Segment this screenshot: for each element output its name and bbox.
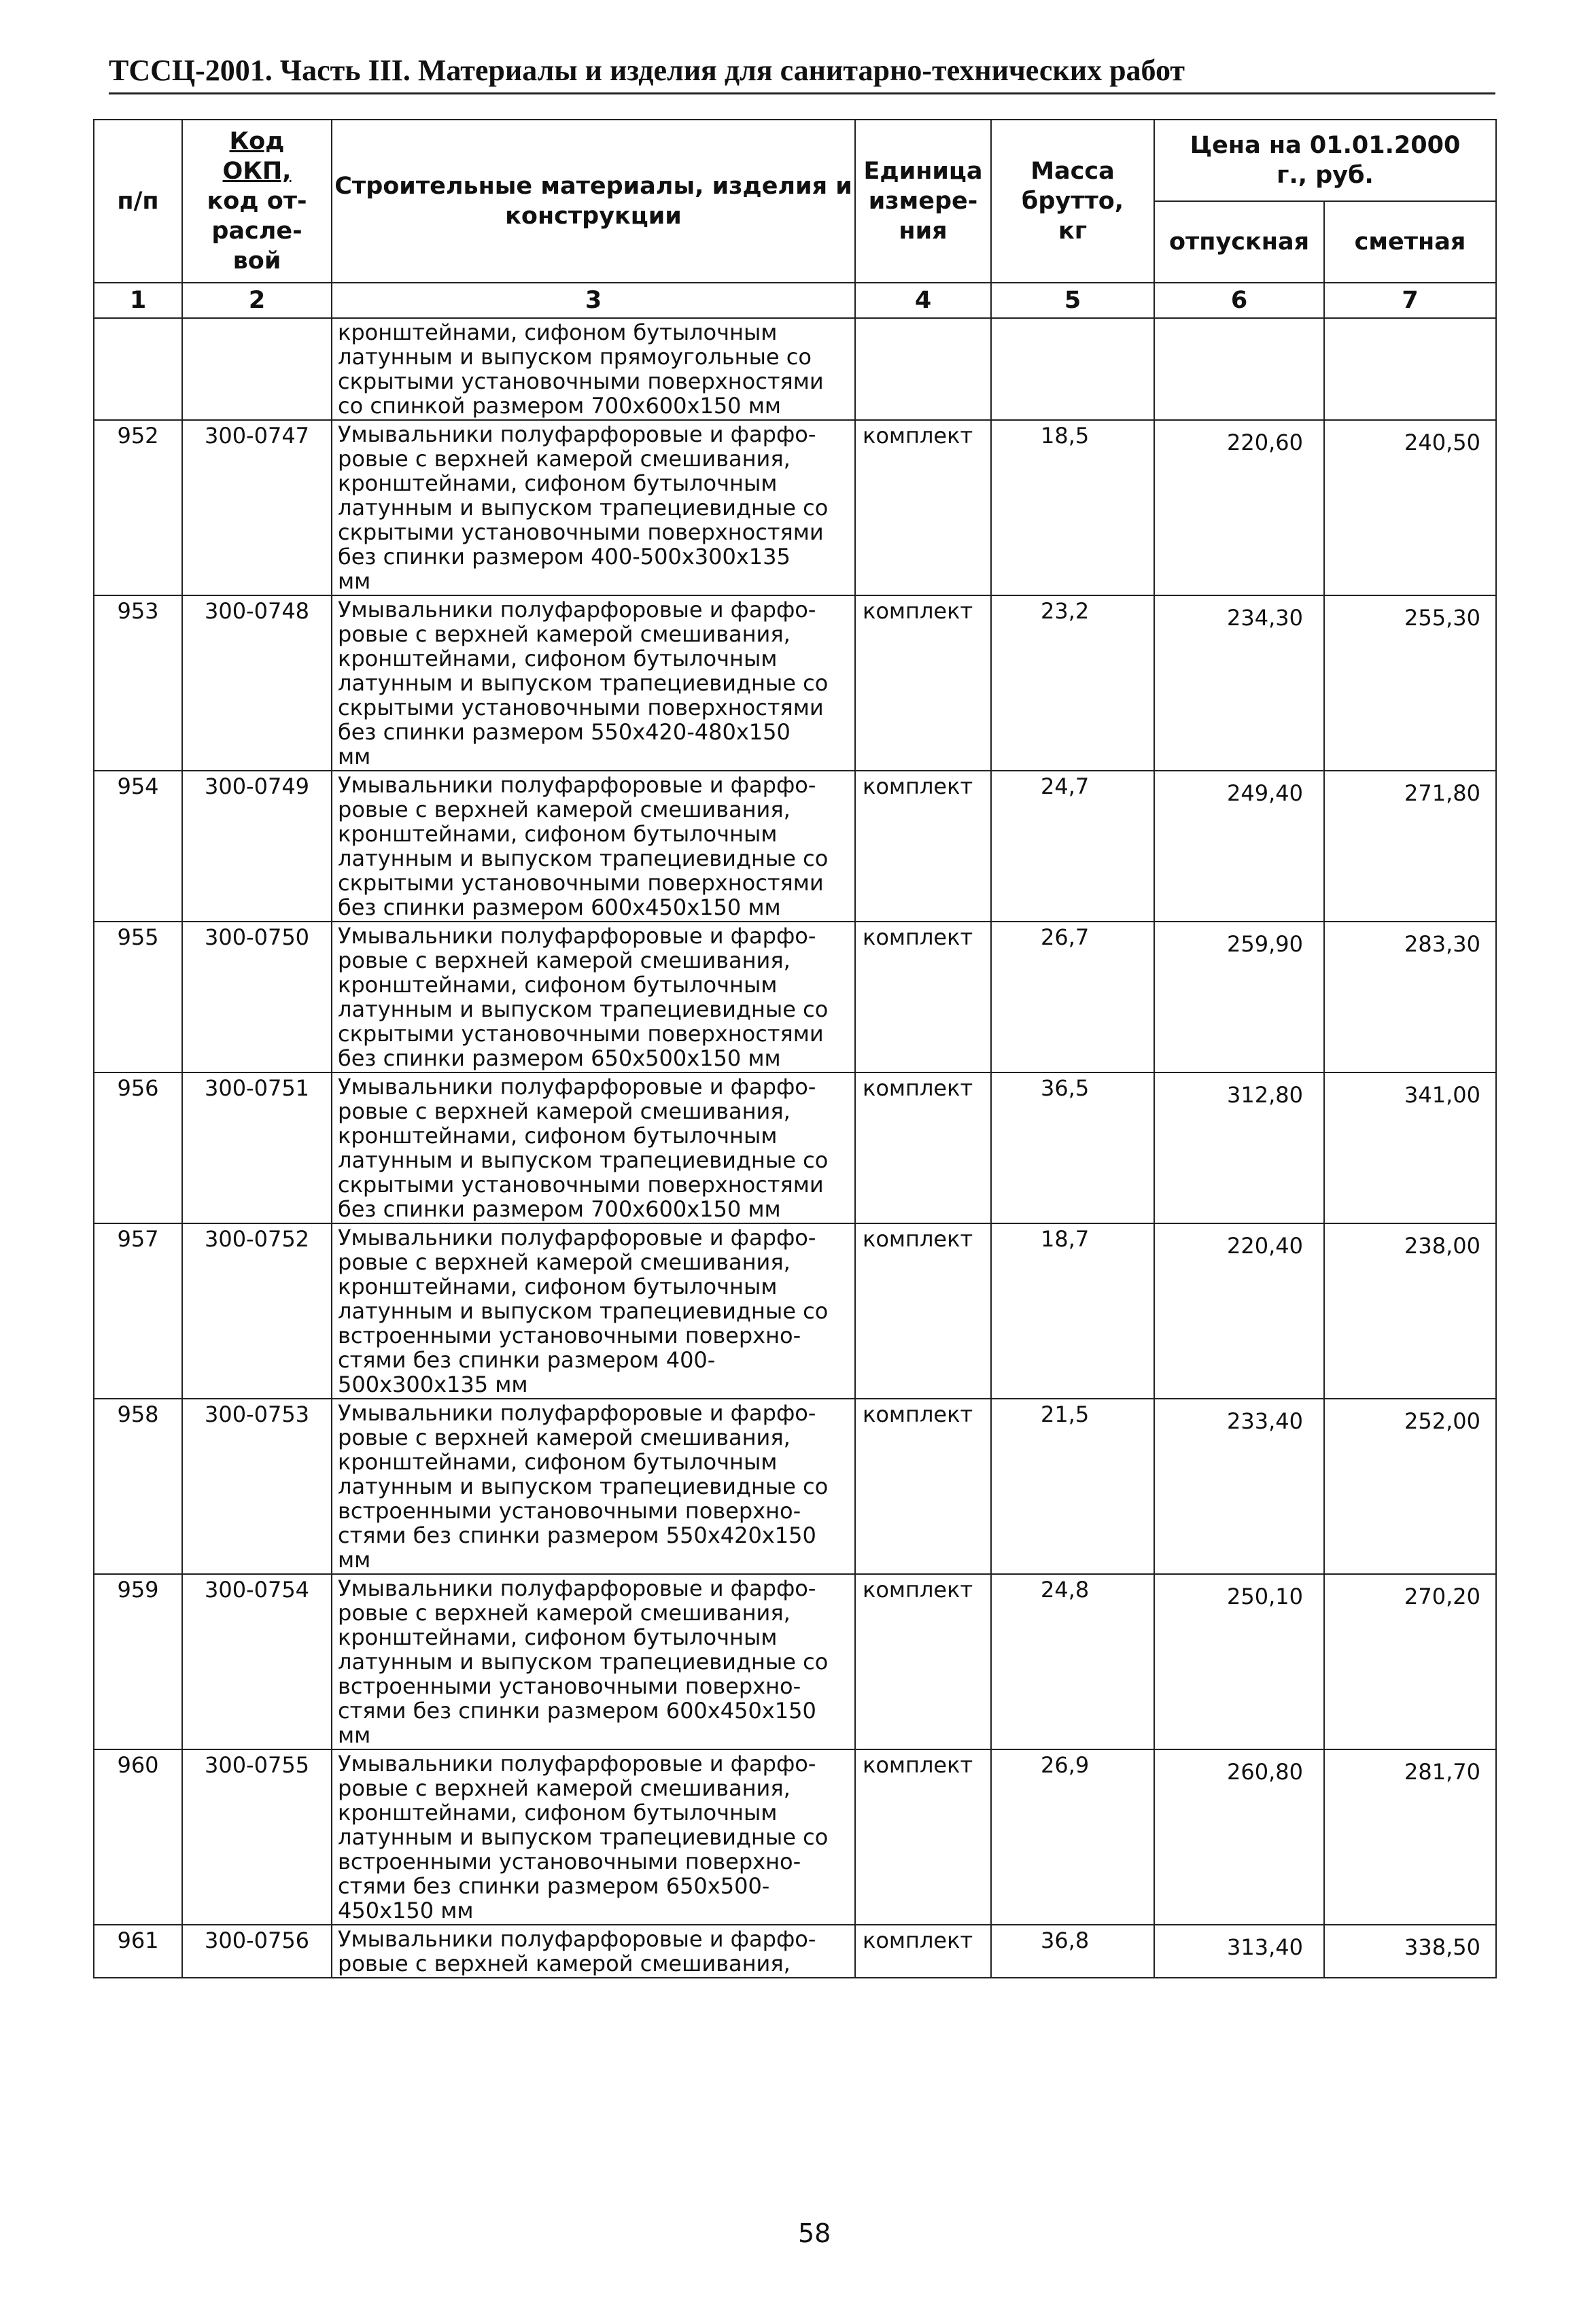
row-description-line: ровые с верхней камерой смешивания, bbox=[338, 446, 791, 472]
row-description-line: ровые с верхней камерой смешивания, bbox=[338, 1249, 791, 1275]
row-description-line: без спинки размером 400-500x300x135 bbox=[338, 544, 791, 570]
row-unit: комплект bbox=[855, 1925, 991, 1978]
row-description bbox=[332, 420, 855, 595]
column-number: 5 bbox=[991, 283, 1154, 318]
row-code: 300-0751 bbox=[182, 1072, 332, 1223]
table-row bbox=[94, 1399, 1496, 1574]
row-number: 954 bbox=[94, 771, 182, 922]
row-description-line: скрытыми установочными поверхностями bbox=[338, 870, 824, 896]
row-description-line: мм bbox=[338, 1722, 371, 1748]
table-row bbox=[94, 1574, 1496, 1749]
row-description-line: кронштейнами, сифоном бутылочным bbox=[338, 1800, 778, 1826]
row-estimate bbox=[1324, 318, 1496, 420]
column-number: 3 bbox=[332, 283, 855, 318]
row-description-line: латунным и выпуском трапециевидные со bbox=[338, 1824, 829, 1850]
row-description-line: Умывальники полуфарфоровые и фарфо- bbox=[338, 421, 816, 447]
row-estimate: 283,30 bbox=[1324, 922, 1496, 1072]
row-estimate: 240,50 bbox=[1324, 420, 1496, 595]
row-description-line: кронштейнами, сифоном бутылочным bbox=[338, 1624, 778, 1650]
row-estimate: 252,00 bbox=[1324, 1399, 1496, 1574]
row-description-line: ровые с верхней камерой смешивания, bbox=[338, 1775, 791, 1801]
table-row bbox=[94, 1072, 1496, 1223]
column-header-price-group bbox=[1154, 120, 1496, 201]
row-price: 313,40 bbox=[1154, 1925, 1324, 1978]
row-number: 958 bbox=[94, 1399, 182, 1574]
row-description-line: кронштейнами, сифоном бутылочным bbox=[338, 470, 778, 496]
column-header-code bbox=[182, 120, 332, 283]
table-row bbox=[94, 1925, 1496, 1978]
table-row bbox=[94, 1223, 1496, 1399]
row-code: 300-0752 bbox=[182, 1223, 332, 1399]
row-description-line: кронштейнами, сифоном бутылочным bbox=[338, 1449, 778, 1475]
row-number: 953 bbox=[94, 595, 182, 771]
column-header-price-group-line: г., руб. bbox=[1277, 162, 1374, 189]
row-code bbox=[182, 318, 332, 420]
row-description-line: стями без спинки размером 650x500- bbox=[338, 1873, 770, 1899]
column-header-mass-line: кг bbox=[1058, 217, 1088, 245]
table-row bbox=[94, 771, 1496, 922]
row-description-line: скрытыми установочными поверхностями bbox=[338, 519, 824, 545]
row-number: 952 bbox=[94, 420, 182, 595]
row-mass: 36,5 bbox=[991, 1072, 1154, 1223]
row-number: 957 bbox=[94, 1223, 182, 1399]
row-description-line: без спинки размером 600x450x150 мм bbox=[338, 894, 781, 920]
column-header-price: отпускная bbox=[1154, 201, 1324, 283]
table-row bbox=[94, 420, 1496, 595]
row-description-line: кронштейнами, сифоном бутылочным bbox=[338, 319, 778, 345]
row-description-line: ровые с верхней камерой смешивания, bbox=[338, 621, 791, 647]
row-estimate: 281,70 bbox=[1324, 1749, 1496, 1925]
row-description-line: 500x300x135 мм bbox=[338, 1372, 528, 1397]
row-mass: 36,8 bbox=[991, 1925, 1154, 1978]
table-row bbox=[94, 922, 1496, 1072]
row-description bbox=[332, 1749, 855, 1925]
row-description-line: латунным и выпуском трапециевидные со bbox=[338, 1649, 829, 1675]
column-number: 7 bbox=[1324, 283, 1496, 318]
column-header-unit bbox=[855, 120, 991, 283]
row-description-line: латунным и выпуском трапециевидные со bbox=[338, 1147, 829, 1173]
row-description-line: Умывальники полуфарфоровые и фарфо- bbox=[338, 1225, 816, 1251]
column-header-unit-line: измере- bbox=[868, 188, 978, 215]
row-description-line: латунным и выпуском трапециевидные со bbox=[338, 670, 829, 696]
row-unit: комплект bbox=[855, 1072, 991, 1223]
row-number: 956 bbox=[94, 1072, 182, 1223]
row-price: 260,80 bbox=[1154, 1749, 1324, 1925]
row-description-line: мм bbox=[338, 744, 371, 769]
row-number: 959 bbox=[94, 1574, 182, 1749]
row-estimate: 255,30 bbox=[1324, 595, 1496, 771]
column-header-code-line: Код bbox=[229, 128, 285, 155]
row-description-line: ровые с верхней камерой смешивания, bbox=[338, 1425, 791, 1450]
row-description-line: кронштейнами, сифоном бутылочным bbox=[338, 1274, 778, 1299]
row-description-line: латунным и выпуском прямоугольные со bbox=[338, 344, 812, 370]
row-code: 300-0755 bbox=[182, 1749, 332, 1925]
row-description-line: мм bbox=[338, 568, 371, 594]
column-header-mass-line: Масса bbox=[1030, 158, 1115, 185]
column-header-code-line: ОКП, bbox=[222, 158, 292, 185]
row-description-line: скрытыми установочными поверхностями bbox=[338, 1172, 824, 1198]
row-code: 300-0756 bbox=[182, 1925, 332, 1978]
row-code: 300-0747 bbox=[182, 420, 332, 595]
row-mass: 23,2 bbox=[991, 595, 1154, 771]
row-description-line: Умывальники полуфарфоровые и фарфо- bbox=[338, 772, 816, 798]
row-description-line: мм bbox=[338, 1547, 371, 1573]
row-description-line: 450x150 мм bbox=[338, 1898, 474, 1923]
row-mass bbox=[991, 318, 1154, 420]
row-description-line: латунным и выпуском трапециевидные со bbox=[338, 495, 829, 521]
row-price: 220,60 bbox=[1154, 420, 1324, 595]
column-header-num: п/п bbox=[94, 120, 182, 283]
row-price: 220,40 bbox=[1154, 1223, 1324, 1399]
row-description bbox=[332, 1399, 855, 1574]
table-row bbox=[94, 318, 1496, 420]
column-number: 2 bbox=[182, 283, 332, 318]
page-header-title: ТССЦ-2001. Часть III. Материалы и изделия для санитарно-технических работ bbox=[109, 56, 1495, 94]
row-code: 300-0753 bbox=[182, 1399, 332, 1574]
row-unit: комплект bbox=[855, 1399, 991, 1574]
row-description-line: Умывальники полуфарфоровые и фарфо- bbox=[338, 1751, 816, 1777]
row-mass: 21,5 bbox=[991, 1399, 1154, 1574]
materials-table bbox=[93, 119, 1497, 1978]
row-mass: 24,7 bbox=[991, 771, 1154, 922]
row-description-line: встроенными установочными поверхно- bbox=[338, 1849, 801, 1874]
row-unit: комплект bbox=[855, 1223, 991, 1399]
row-code: 300-0754 bbox=[182, 1574, 332, 1749]
row-description-line: скрытыми установочными поверхностями bbox=[338, 695, 824, 720]
row-description-line: Умывальники полуфарфоровые и фарфо- bbox=[338, 1400, 816, 1426]
row-description-line: Умывальники полуфарфоровые и фарфо- bbox=[338, 1575, 816, 1601]
column-header-price-group-line: Цена на 01.01.2000 bbox=[1190, 132, 1461, 159]
row-number: 955 bbox=[94, 922, 182, 1072]
row-unit: комплект bbox=[855, 1749, 991, 1925]
row-description-line: ровые с верхней камерой смешивания, bbox=[338, 797, 791, 822]
row-description-line: без спинки размером 550x420-480x150 bbox=[338, 719, 791, 745]
row-unit: комплект bbox=[855, 922, 991, 1072]
row-description bbox=[332, 1574, 855, 1749]
column-header-description-line: Строительные материалы, изделия и bbox=[334, 173, 852, 200]
table-body bbox=[94, 318, 1496, 1978]
row-code: 300-0748 bbox=[182, 595, 332, 771]
row-description-line: ровые с верхней камерой смешивания, bbox=[338, 1600, 791, 1626]
row-description bbox=[332, 595, 855, 771]
table-row bbox=[94, 1749, 1496, 1925]
row-number: 960 bbox=[94, 1749, 182, 1925]
row-mass: 18,5 bbox=[991, 420, 1154, 595]
row-description-line: Умывальники полуфарфоровые и фарфо- bbox=[338, 1074, 816, 1100]
row-description-line: латунным и выпуском трапециевидные со bbox=[338, 845, 829, 871]
row-price: 312,80 bbox=[1154, 1072, 1324, 1223]
row-price: 233,40 bbox=[1154, 1399, 1324, 1574]
row-estimate: 271,80 bbox=[1324, 771, 1496, 922]
row-description-line: кронштейнами, сифоном бутылочным bbox=[338, 646, 778, 671]
row-unit: комплект bbox=[855, 595, 991, 771]
page-number: 58 bbox=[798, 2218, 831, 2248]
row-description-line: ровые с верхней камерой смешивания, bbox=[338, 947, 791, 973]
row-description-line: латунным и выпуском трапециевидные со bbox=[338, 996, 829, 1022]
row-description-line: встроенными установочными поверхно- bbox=[338, 1498, 801, 1524]
row-price: 234,30 bbox=[1154, 595, 1324, 771]
row-description-line: скрытыми установочными поверхностями bbox=[338, 1021, 824, 1047]
row-description-line: кронштейнами, сифоном бутылочным bbox=[338, 1123, 778, 1149]
row-description-line: стями без спинки размером 600x450x150 bbox=[338, 1698, 816, 1724]
row-description bbox=[332, 1072, 855, 1223]
row-unit bbox=[855, 318, 991, 420]
table-row bbox=[94, 595, 1496, 771]
column-number-row bbox=[94, 283, 1496, 318]
column-header-unit-line: Единица bbox=[863, 158, 983, 185]
row-mass: 18,7 bbox=[991, 1223, 1154, 1399]
row-price: 259,90 bbox=[1154, 922, 1324, 1072]
row-description-line: со спинкой размером 700x600x150 мм bbox=[338, 393, 781, 419]
row-description-line: латунным и выпуском трапециевидные со bbox=[338, 1298, 829, 1324]
row-description bbox=[332, 771, 855, 922]
column-header-estimate: сметная bbox=[1324, 201, 1496, 283]
row-description bbox=[332, 1223, 855, 1399]
row-estimate: 338,50 bbox=[1324, 1925, 1496, 1978]
row-description-line: стями без спинки размером 550x420x150 bbox=[338, 1522, 816, 1548]
row-description-line: Умывальники полуфарфоровые и фарфо- bbox=[338, 1926, 816, 1952]
row-mass: 24,8 bbox=[991, 1574, 1154, 1749]
row-description bbox=[332, 922, 855, 1072]
row-description-line: без спинки размером 700x600x150 мм bbox=[338, 1196, 781, 1222]
column-header-mass-line: брутто, bbox=[1021, 188, 1124, 215]
row-description-line: ровые с верхней камерой смешивания, bbox=[338, 1951, 791, 1976]
row-price: 249,40 bbox=[1154, 771, 1324, 922]
row-description-line: скрытыми установочными поверхностями bbox=[338, 368, 824, 394]
row-description-line: Умывальники полуфарфоровые и фарфо- bbox=[338, 923, 816, 949]
row-mass: 26,9 bbox=[991, 1749, 1154, 1925]
row-price bbox=[1154, 318, 1324, 420]
row-estimate: 341,00 bbox=[1324, 1072, 1496, 1223]
column-header-mass bbox=[991, 120, 1154, 283]
row-number bbox=[94, 318, 182, 420]
row-description-line: стями без спинки размером 400- bbox=[338, 1347, 716, 1373]
column-number: 1 bbox=[94, 283, 182, 318]
column-header-code-line: расле- bbox=[211, 217, 302, 245]
row-description-line: кронштейнами, сифоном бутылочным bbox=[338, 821, 778, 847]
column-number: 6 bbox=[1154, 283, 1324, 318]
column-header-description bbox=[332, 120, 855, 283]
row-estimate: 238,00 bbox=[1324, 1223, 1496, 1399]
row-description bbox=[332, 318, 855, 420]
row-description bbox=[332, 1925, 855, 1978]
row-description-line: встроенными установочными поверхно- bbox=[338, 1673, 801, 1699]
row-description-line: ровые с верхней камерой смешивания, bbox=[338, 1098, 791, 1124]
row-number: 961 bbox=[94, 1925, 182, 1978]
row-description-line: встроенными установочными поверхно- bbox=[338, 1323, 801, 1348]
row-description-line: без спинки размером 650x500x150 мм bbox=[338, 1045, 781, 1071]
row-unit: комплект bbox=[855, 771, 991, 922]
row-unit: комплект bbox=[855, 1574, 991, 1749]
row-code: 300-0750 bbox=[182, 922, 332, 1072]
row-description-line: латунным и выпуском трапециевидные со bbox=[338, 1473, 829, 1499]
row-price: 250,10 bbox=[1154, 1574, 1324, 1749]
column-header-description-line: конструкции bbox=[505, 203, 682, 230]
row-estimate: 270,20 bbox=[1324, 1574, 1496, 1749]
row-mass: 26,7 bbox=[991, 922, 1154, 1072]
row-code: 300-0749 bbox=[182, 771, 332, 922]
column-number: 4 bbox=[855, 283, 991, 318]
column-header-code-line: код от- bbox=[207, 188, 307, 215]
row-unit: комплект bbox=[855, 420, 991, 595]
column-header-code-line: вой bbox=[232, 247, 281, 275]
column-header-unit-line: ния bbox=[899, 217, 948, 245]
row-description-line: Умывальники полуфарфоровые и фарфо- bbox=[338, 597, 816, 623]
row-description-line: кронштейнами, сифоном бутылочным bbox=[338, 972, 778, 998]
